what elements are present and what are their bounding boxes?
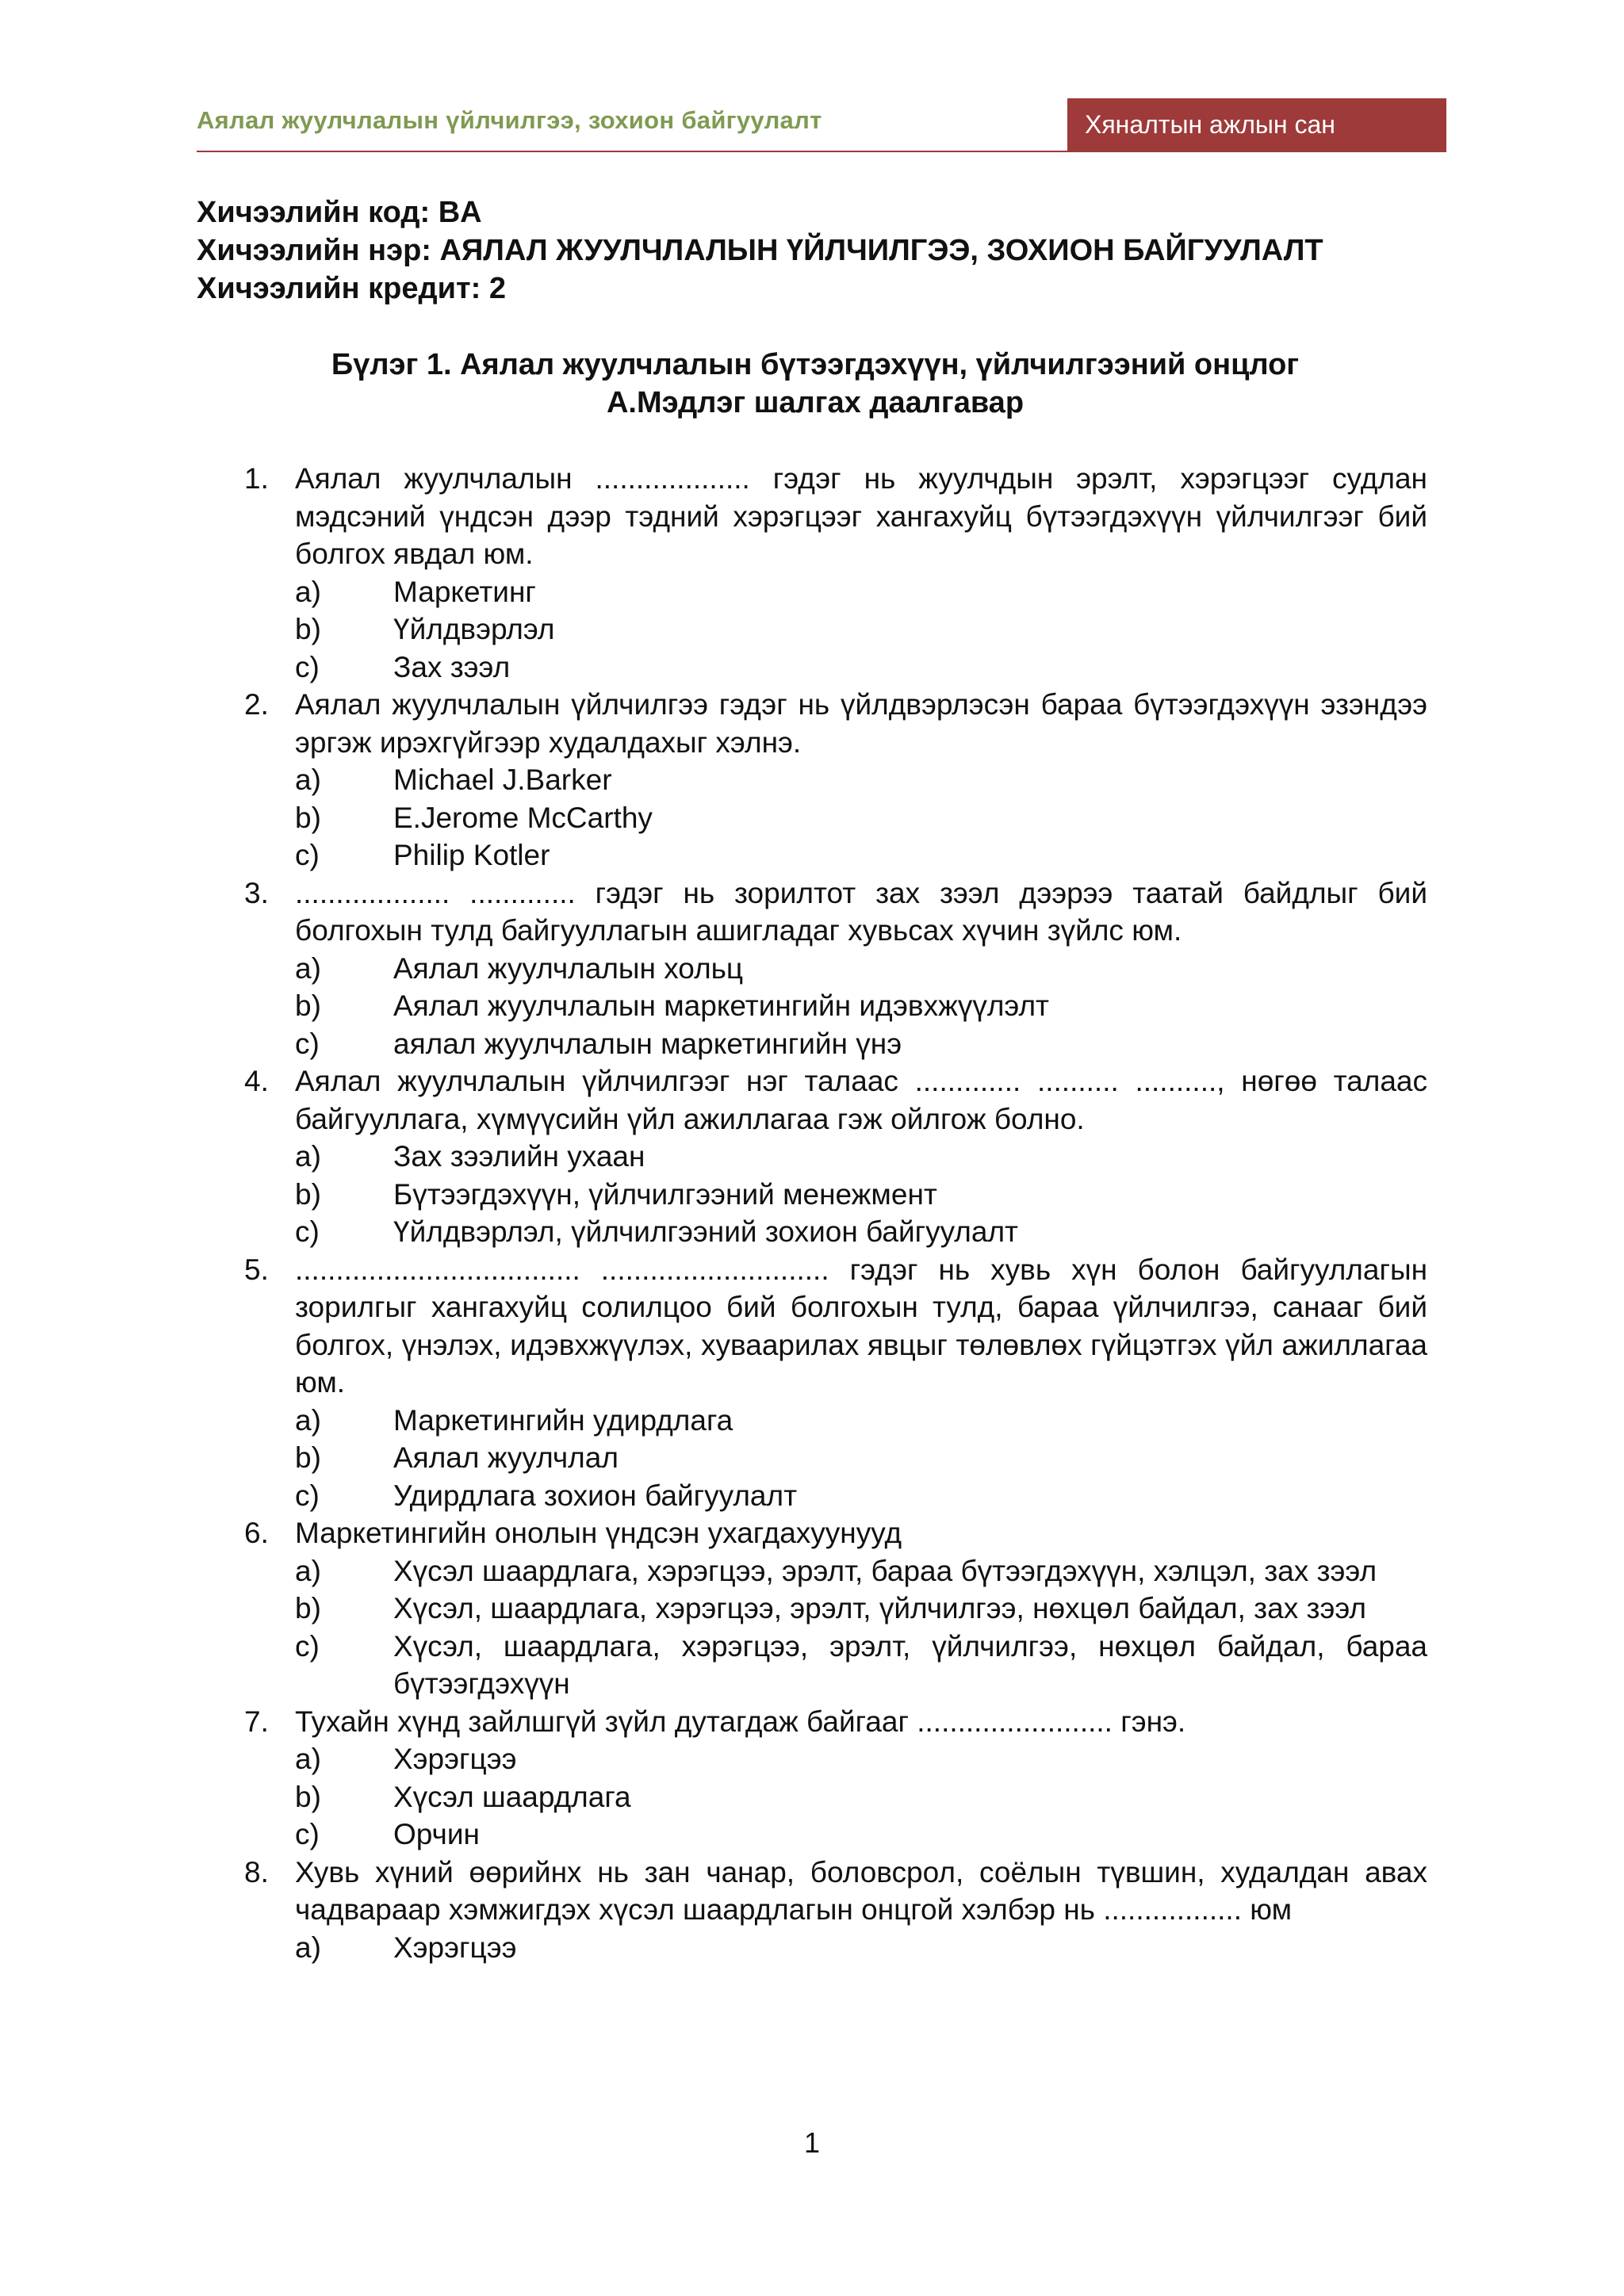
answer-option bbox=[295, 1402, 1427, 1440]
answer-option bbox=[295, 1213, 1427, 1251]
option-letter: c) bbox=[295, 1479, 320, 1512]
question-number: 8. bbox=[244, 1855, 269, 1888]
option-text: Бүтээгдэхүүн, үйлчилгээний менежмент bbox=[393, 1177, 937, 1211]
option-text: Маркетинг bbox=[393, 575, 536, 608]
answer-option bbox=[295, 1628, 1427, 1703]
header-section-label: Хяналтын ажлын сан bbox=[1067, 98, 1446, 151]
question bbox=[197, 686, 1427, 874]
option-text: Хүсэл шаардлага bbox=[393, 1780, 631, 1813]
option-text: Philip Kotler bbox=[393, 839, 550, 871]
option-letter: b) bbox=[295, 1177, 321, 1211]
question-number: 1. bbox=[244, 462, 269, 495]
header-course-title: Аялал жуулчлалын үйлчилгээ, зохион байгуулалт bbox=[197, 106, 822, 134]
option-letter: a) bbox=[295, 951, 321, 985]
answer-option bbox=[295, 1552, 1427, 1590]
option-letter: a) bbox=[295, 1403, 321, 1437]
option-text: Зах зээл bbox=[393, 650, 511, 683]
option-letter: b) bbox=[295, 1780, 321, 1813]
question bbox=[197, 1514, 1427, 1703]
question-text: Маркетингийн онолын үндсэн ухагдахуунууд bbox=[295, 1517, 902, 1549]
option-text: E.Jerome McCarthy bbox=[393, 801, 653, 834]
option-letter: a) bbox=[295, 763, 321, 796]
answer-option bbox=[295, 1138, 1427, 1176]
option-letter: c) bbox=[295, 650, 320, 683]
question-number: 4. bbox=[244, 1065, 269, 1097]
option-text: Орчин bbox=[393, 1818, 480, 1850]
chapter-subtitle: А.Мэдлэг шалгах даалгавар bbox=[606, 386, 1025, 419]
question bbox=[197, 1251, 1427, 1515]
option-letter: c) bbox=[295, 1027, 320, 1060]
question-number: 2. bbox=[244, 688, 269, 721]
answer-option bbox=[295, 1477, 1427, 1515]
option-letter: b) bbox=[295, 613, 321, 645]
question-text: ................... ............. гэдэг нь зорилтот зах зээл дээрээ таатай байдлыг бий болгохын тулд байгууллагын ашигладаг хувьсах хүчин зүйлс юм. bbox=[295, 876, 1427, 947]
option-letter: c) bbox=[295, 839, 320, 871]
answer-option bbox=[295, 761, 1427, 799]
option-text: Хэрэгцээ bbox=[393, 1743, 517, 1775]
question-number: 6. bbox=[244, 1517, 269, 1549]
question-text: ................................... ............................ гэдэг нь хувь хүн болон байгууллагын зорилгыг хангахуйц солилцоо бий болгохын тулд, бараа үйлчилгээ, санааг бий болгох, үнэлэх, идэвхжүүлэх, хуваарилах явцыг төлөвлөх гүйцэтгэх үйл ажиллагаа юм. bbox=[295, 1253, 1427, 1399]
option-text: Хүсэл, шаардлага, хэрэгцээ, эрэлт, үйлчилгээ, нөхцөл байдал, зах зээл bbox=[393, 1592, 1366, 1624]
option-text: Хүсэл, шаардлага, хэрэгцээ, эрэлт, үйлчилгээ, нөхцөл байдал, бараа бүтээгдэхүүн bbox=[393, 1629, 1427, 1700]
option-text: Хүсэл шаардлага, хэрэгцээ, эрэлт, бараа бүтээгдэхүүн, хэлцэл, зах зээл bbox=[393, 1554, 1377, 1587]
option-letter: b) bbox=[295, 1441, 321, 1474]
answer-option bbox=[295, 1778, 1427, 1816]
option-text: Удирдлага зохион байгуулалт bbox=[393, 1479, 798, 1512]
question bbox=[197, 1703, 1427, 1854]
option-letter: c) bbox=[295, 1818, 320, 1850]
answer-option bbox=[295, 649, 1427, 687]
option-letter: b) bbox=[295, 989, 321, 1022]
answer-option bbox=[295, 987, 1427, 1025]
answer-option bbox=[295, 1816, 1427, 1854]
course-info bbox=[197, 193, 1434, 308]
page-number: 1 bbox=[803, 2126, 821, 2159]
answer-option bbox=[295, 1176, 1427, 1214]
answer-option bbox=[295, 1590, 1427, 1628]
answer-option bbox=[295, 610, 1427, 649]
question bbox=[197, 1854, 1427, 1967]
answer-option bbox=[295, 1439, 1427, 1477]
question-number: 5. bbox=[244, 1253, 269, 1286]
question-list bbox=[197, 460, 1427, 1966]
option-text: Үйлдвэрлэл bbox=[393, 613, 555, 645]
option-letter: c) bbox=[295, 1215, 320, 1248]
course-credit: Хичээлийн кредит: 2 bbox=[197, 272, 506, 305]
question-text: Хувь хүний өөрийнх нь зан чанар, боловсрол, соёлын түвшин, худалдан авах чадвараар хэмжигдэх хүсэл шаардлагын онцгой хэлбэр нь ................. юм bbox=[295, 1855, 1427, 1926]
question bbox=[197, 460, 1427, 686]
question-text: Тухайн хүнд зайлшгүй зүйл дутагдаж байгааг ........................ гэнэ. bbox=[295, 1705, 1186, 1738]
course-code: Хичээлийн код: BA bbox=[197, 196, 482, 229]
chapter-heading bbox=[197, 346, 1434, 422]
option-text: Үйлдвэрлэл, үйлчилгээний зохион байгуулалт bbox=[393, 1215, 1019, 1248]
option-text: Зах зээлийн ухаан bbox=[393, 1140, 645, 1173]
question-number: 3. bbox=[244, 876, 269, 909]
option-text: Michael J.Barker bbox=[393, 763, 612, 796]
answer-option bbox=[295, 1929, 1427, 1967]
question bbox=[197, 874, 1427, 1063]
option-letter: c) bbox=[295, 1629, 320, 1663]
question bbox=[197, 1062, 1427, 1251]
option-letter: a) bbox=[295, 1140, 321, 1173]
page-header bbox=[197, 98, 1446, 152]
option-text: Аялал жуулчлалын хольц bbox=[393, 951, 744, 985]
option-letter: a) bbox=[295, 1743, 321, 1775]
course-name: Хичээлийн нэр: АЯЛАЛ ЖУУЛЧЛАЛЫН ҮЙЛЧИЛГЭЭ, ЗОХИОН БАЙГУУЛАЛТ bbox=[197, 234, 1323, 267]
option-text: аялал жуулчлалын маркетингийн үнэ bbox=[393, 1027, 902, 1060]
answer-option bbox=[295, 799, 1427, 837]
question-text: Аялал жуулчлалын үйлчилгээ гэдэг нь үйлдвэрлэсэн бараа бүтээгдэхүүн эзэндээ эргэж ирэхгүйгээр худалдахыг хэлнэ. bbox=[295, 688, 1427, 759]
option-text: Маркетингийн удирдлага bbox=[393, 1403, 733, 1437]
option-text: Хэрэгцээ bbox=[393, 1931, 517, 1964]
question-text: Аялал жуулчлалын ................... гэдэг нь жуулчдын эрэлт, хэрэгцээг судлан мэдсэний үндсэн дээр тэдний хэрэгцээг хангахуйц бүтээгдэхүүн үйлчилгээг бий болгох явдал юм. bbox=[295, 462, 1427, 570]
question-text: Аялал жуулчлалын үйлчилгээг нэг талаас ............. .......... .........., нөгөө талаас байгууллага, хүмүүсийн үйл ажиллагаа гэж ойлгож болно. bbox=[295, 1065, 1427, 1135]
question-number: 7. bbox=[244, 1705, 269, 1738]
option-letter: a) bbox=[295, 575, 321, 608]
option-letter: b) bbox=[295, 801, 321, 834]
option-letter: a) bbox=[295, 1554, 321, 1587]
option-text: Аялал жуулчлал bbox=[393, 1441, 619, 1474]
answer-option bbox=[295, 573, 1427, 611]
answer-option bbox=[295, 1740, 1427, 1778]
option-letter: a) bbox=[295, 1931, 321, 1964]
option-text: Аялал жуулчлалын маркетингийн идэвхжүүлэлт bbox=[393, 989, 1050, 1022]
answer-option bbox=[295, 1025, 1427, 1063]
answer-option bbox=[295, 836, 1427, 874]
chapter-title: Бүлэг 1. Аялал жуулчлалын бүтээгдэхүүн, үйлчилгээний онцлог bbox=[331, 348, 1300, 381]
answer-option bbox=[295, 950, 1427, 988]
option-letter: b) bbox=[295, 1592, 321, 1624]
